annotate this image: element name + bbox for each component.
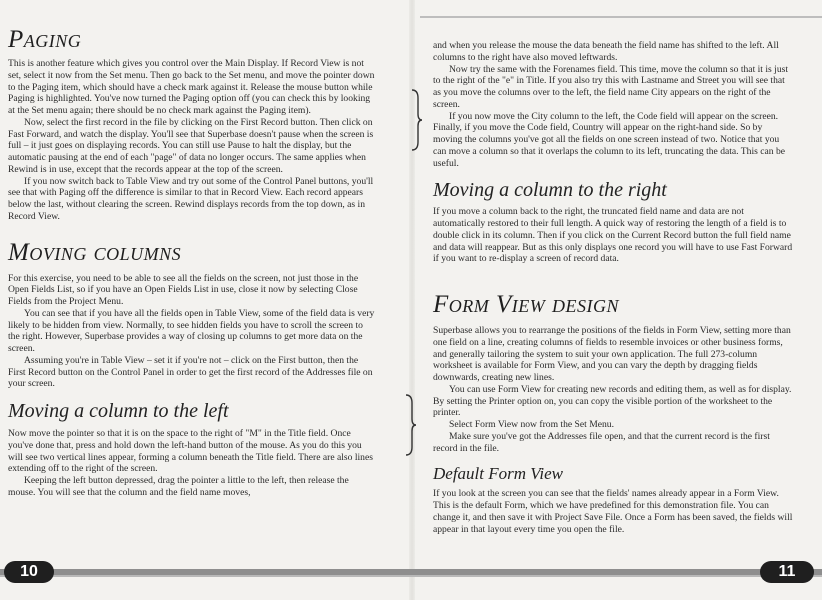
move-left-heading: Moving a column to the left [8,400,229,422]
form-view-heading: Form View design [433,291,620,318]
top-rule [420,16,822,18]
paging-heading: Paging [8,26,82,53]
form-paragraph: Select Form View now from the Set Menu. [449,419,614,430]
right-curly-brace-icon [410,88,424,152]
paging-paragraph: Now, select the first record in the file by clicking on the First Record button. Then click on Fast Forward, and watch the display. You'll see that Superbase doesn't pause when the screen is full – it just goes on displaying records. You can still use Pause to halt the display, but the automatic pausing at the end of each "page" of data no longer occurs. The same applies when Rewind is in use, except that the records appear at the top of the screen. [8,116,374,175]
left-page [8,26,376,499]
paging-paragraph: If you now switch back to Table View and try out some of the Control Panel buttons, you'll see that with Paging off the difference is similar to that in Record View. Each record appears below the last, without clearing the screen. Rewind displays records from the top down, as in Record View. [8,175,374,222]
continued-paragraph: If you now move the City column to the left, the Code field will appear on the screen. Finally, if you move the Code field, Country will appear on the right-hand side. So by moving the columns you've got all the fields on one screen instead of two. Notice that you can move a column so that it overlaps the column to its left, truncating the data. This can be useful. [433,110,786,169]
moving-paragraph: Assuming you're in Table View – set it if you're not – click on the First button, then the First Record button on the Control Panel in order to get the first record of the Addresses file on your screen. [8,354,373,390]
page-number-badge: 10 [4,561,54,583]
right-page [433,40,793,535]
footer-bar-shadow [0,575,822,577]
default-form-paragraph: If you look at the screen you can see that the fields' names already appear in a Form View. This is the default Form, which we have predefined for this demonstration file. You can change it, and then save it with Project Save File. Once a Form has been saved, the fields will appear in that layout every time you open the file. [433,488,793,535]
form-paragraph: Superbase allows you to rearrange the positions of the fields in Form View, setting more than one field on a line, creating columns of fields to resemble invoices or other business forms, and generally tailoring the system to suit your own application. The full 273-column worksheet is available for Form View, and you can vary the depth by dragging fields downwards, creating new lines. [433,325,791,383]
continued-paragraph: Now try the same with the Forenames field. This time, move the column so that it is just to the right of the "e" in Title. If you also try this with Lastname and Street you will see that as you move the columns over to the left, the field name City appears on the right of the screen. [433,63,789,110]
moving-paragraph: You can see that if you have all the fields open in Table View, some of the field data is very likely to be hidden from view. Normally, to see hidden fields you have to scroll the screen to the right. However, Superbase provides a way of closing up columns to get more data on the screen. [8,307,375,354]
page-number-badge: 11 [760,561,814,583]
move-left-paragraph: Now move the pointer so that it is on the space to the right of "M" in the Title field. Once you've done that, press and hold down the left-hand button of the mouse. As you do this you will see two vertical lines appear, forming a column beneath the Title field. There are also lines extending off to the right of the screen. [8,428,373,475]
move-right-heading: Moving a column to the right [433,179,667,202]
continued-paragraph: and when you release the mouse the data beneath the field name has shifted to the left. All columns to the right have also moved leftwards. [433,40,779,63]
moving-paragraph: For this exercise, you need to be able to see all the fields on the screen, not just those in the Open Fields List, so if you have an Open Fields List in use, close it now by selecting Close Fields from the Project Menu. [8,272,359,307]
paging-paragraph: This is another feature which gives you control over the Main Display. If Record View is not set, select it now from the Set menu. Then go back to the Set menu, and move the pointer down to the Paging item, which should have a check mark against it. Release the mouse button while Paging is highlighted. You've now turned the Paging option off (you can check this by looking at the Set menu again; there should be no check mark against the Paging item). [8,58,375,116]
moving-columns-heading: Moving columns [8,238,182,266]
form-paragraph: Make sure you've got the Addresses file open, and that the current record is the first record in the file. [433,430,770,454]
move-left-paragraph: Keeping the left button depressed, drag the pointer a little to the left, then release the mouse. You will see that the column and the field name moves, [8,475,349,498]
form-paragraph: You can use Form View for creating new records and editing them, as well as for display. By setting the Printer option on, you can copy the visible portion of the worksheet to the printer. [433,383,792,419]
default-form-heading: Default Form View [433,464,563,484]
right-curly-brace-icon [404,393,418,457]
move-right-paragraph: If you move a column back to the right, the truncated field name and data are not automatically restored to their full length. A quick way of restoring the length of a field is to double click in its column. Then if you click on the Current Record button the full field name and data will reappear. But as this only displays one record you will have to use Fast Forward if you want to re-display a screen of record data. [433,206,793,265]
